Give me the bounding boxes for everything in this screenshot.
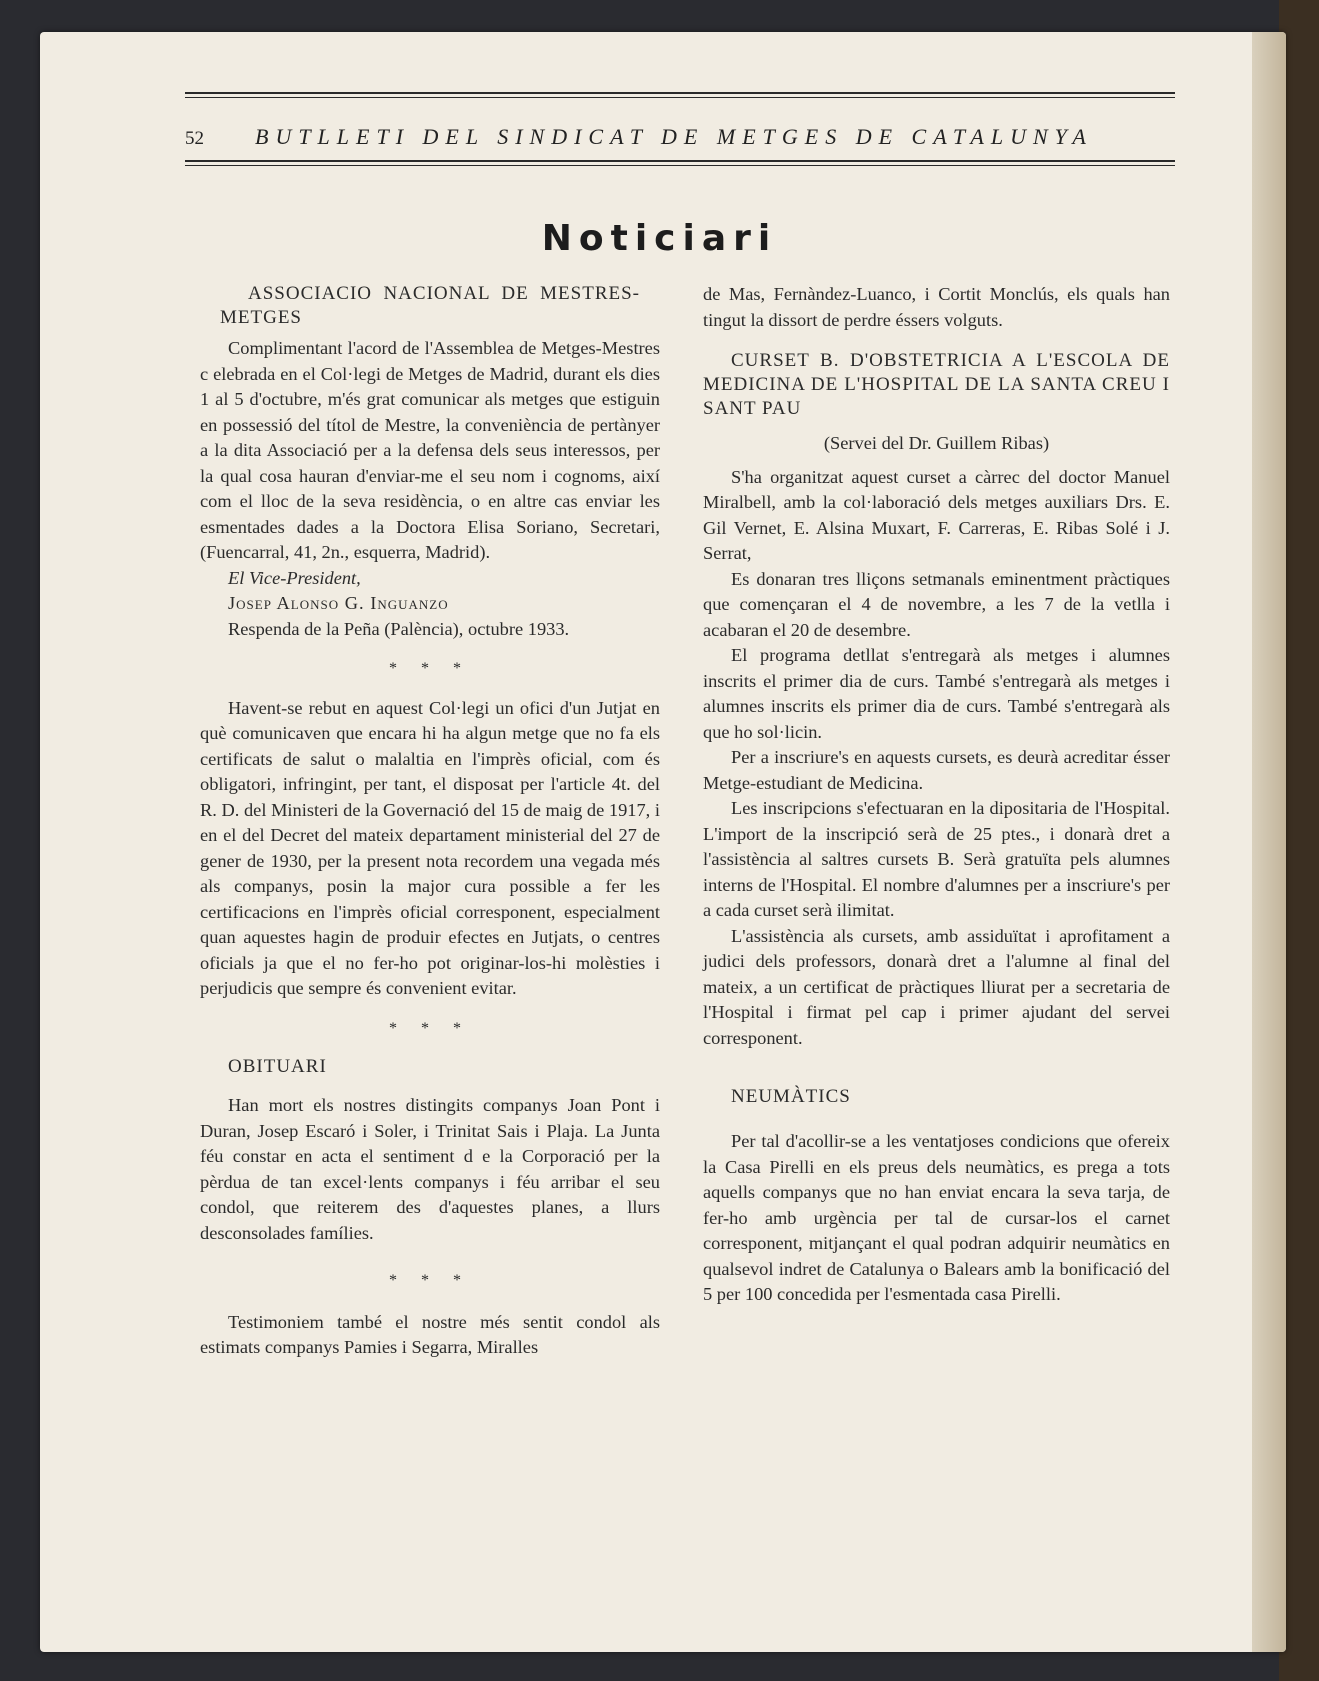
signature-title: El Vice-President, bbox=[228, 567, 361, 588]
curset-paragraph: S'ha organitzat aquest curset a càrrec del doctor Manuel Miralbell, amb la col·laboració dels metges auxiliars Drs. E. Gil Vernet, E. Alsina Muxart, F. Carreras, E. Ribas Solé i J. Serrat, bbox=[703, 466, 1170, 563]
left-column bbox=[200, 282, 660, 1361]
dateline: Respenda de la Peña (Palència), octubre 1933. bbox=[228, 618, 570, 639]
header-rule-bottom-thin bbox=[185, 165, 1175, 166]
signature-name: Josep Alonso G. Inguanzo bbox=[228, 593, 449, 613]
ofici-body: Havent-se rebut en aquest Col·legi un ofici d'un Jutjat en què comunicaven que encara hi ha algun metge que no fa els certificats de salut o malaltia en l'imprès oficial, com és obligatori, infringint, per tant, el disposat per l'article 4t. del R. D. del Ministeri de la Governació del 15 de maig de 1917, i en el del Decret del mateix departament ministerial del 27 de gener de 1930, per la present nota recordem una vegada més als companys, posin la major cura possible a fer les certificacions en l'imprès oficial corresponent, especialment quan aquestes hagin de produir efectes en Jutjats, o centres oficials ja que el no fer-ho pot originar-los-hi molèsties i perjudicis que sempre és convenient evitar. bbox=[200, 697, 660, 998]
curset-paragraph: L'assistència als cursets, amb assiduïtat i aprofitament a judici dels professors, donarà dret a l'alumne al final del mateix, a un certificat de pràctiques lliurat per a secretaria de l'Hospital i firmat pel cap i primer ajudant del servei corresponent. bbox=[703, 925, 1170, 1048]
testimoniem-body: Testimoniem també el nostre més sentit condol als estimats companys Pamies i Segarra, Miralles bbox=[200, 1311, 660, 1357]
running-title: BUTLLETI DEL SINDICAT DE METGES DE CATALUNYA bbox=[255, 124, 1093, 149]
header-rule-top-thin bbox=[185, 97, 1175, 98]
curset-service: (Servei del Dr. Guillem Ribas) bbox=[823, 433, 1050, 453]
obituari-body: Han mort els nostres distingits companys Joan Pont i Duran, Josep Escaró i Soler, i Trinitat Sais i Plaja. La Junta féu constar en acta el sentiment d e la Corporació per la pèrdua de tan excel·lents companys i féu arribar el seu condol, que reiterem des d'aquestes planes, a llurs desconsolades famílies. bbox=[200, 1095, 660, 1243]
section-title: Noticiari bbox=[541, 218, 778, 259]
curset-paragraph: El programa detllat s'entregarà als metges i alumnes inscrits el primer dia de curs. També s'entregarà als metges i alumnes inscrits els primer dia de curs. També s'entregarà als que ho sol·licin. bbox=[703, 645, 1170, 742]
page-header bbox=[185, 84, 1175, 169]
assoc-heading: ASSOCIACIO NACIONAL DE MESTRES-METGES bbox=[220, 283, 640, 328]
neumatics-heading: NEUMÀTICS bbox=[731, 1086, 851, 1107]
separator-stars: * * * bbox=[389, 660, 471, 677]
page-number: 52 bbox=[185, 128, 204, 149]
obituari-heading: OBITUARI bbox=[228, 1056, 327, 1077]
separator-stars: * * * bbox=[389, 1272, 471, 1289]
assoc-body: Complimentant l'acord de l'Assemblea de Metges-Mestres c elebrada en el Col·legi de Metges de Madrid, durant els dies 1 al 5 d'octubre, m'és grat comunicar als metges que estiguin en possessió del títol de Mestre, la conveniència de pertànyer a la dita Associació per a la defensa dels seus interessos, per la qual cosa hauran d'enviar-me el seu nom i cognoms, així com el lloc de la seva residència, o en altre cas enviar les esmentades dades a la Doctora Elisa Soriano, Secretari, (Fuencarral, 41, 2n., esquerra, Madrid). bbox=[200, 338, 660, 562]
curset-paragraph: Les inscripcions s'efectuaran en la dipositaria de l'Hospital. L'import de la inscripció serà de 25 ptes., i donarà dret a l'assistència al saltres cursets B. Serà gratuïta pels alumnes interns de l'Hospital. El nombre d'alumnes per a inscriure's per a cada curset serà ilimitat. bbox=[703, 798, 1170, 920]
header-rule-bottom bbox=[185, 160, 1175, 162]
curset-paragraph: Es donaran tres lliçons setmanals eminentment pràctiques que començaran el 4 de novembre, a les 7 de la vetlla i acabaran el 20 de desembre. bbox=[703, 568, 1170, 640]
right-column bbox=[703, 282, 1170, 1308]
separator-stars: * * * bbox=[389, 1019, 471, 1037]
neumatics-body: Per tal d'acollir-se a les ventatjoses condicions que ofereix la Casa Pirelli en els preus dels neumàtics, es prega a tots aquells companys que no han enviat encara la seva tarja, de fer-ho amb urgència per tal de cursar-los el carnet corresponent, mitjançant el qual podran adquirir neumàtics en qualsevol indret de Catalunya o Balears amb la bonificació del 5 per 100 concedida per l'esmentada casa Pirelli. bbox=[703, 1131, 1170, 1304]
curset-heading: CURSET B. D'OBSTETRICIA A L'ESCOLA DE MEDICINA DE L'HOSPITAL DE LA SANTA CREU I SANT PAU bbox=[703, 350, 1170, 419]
header-rule-top bbox=[185, 92, 1175, 94]
curset-paragraph: Per a inscriure's en aquests cursets, es deurà acreditar ésser Metge-estudiant de Medicina. bbox=[703, 747, 1170, 793]
page-edge bbox=[1252, 32, 1286, 1652]
continued-text: de Mas, Fernàndez-Luanco, i Cortit Monclús, els quals han tingut la dissort de perdre éssers volguts. bbox=[703, 284, 1170, 330]
